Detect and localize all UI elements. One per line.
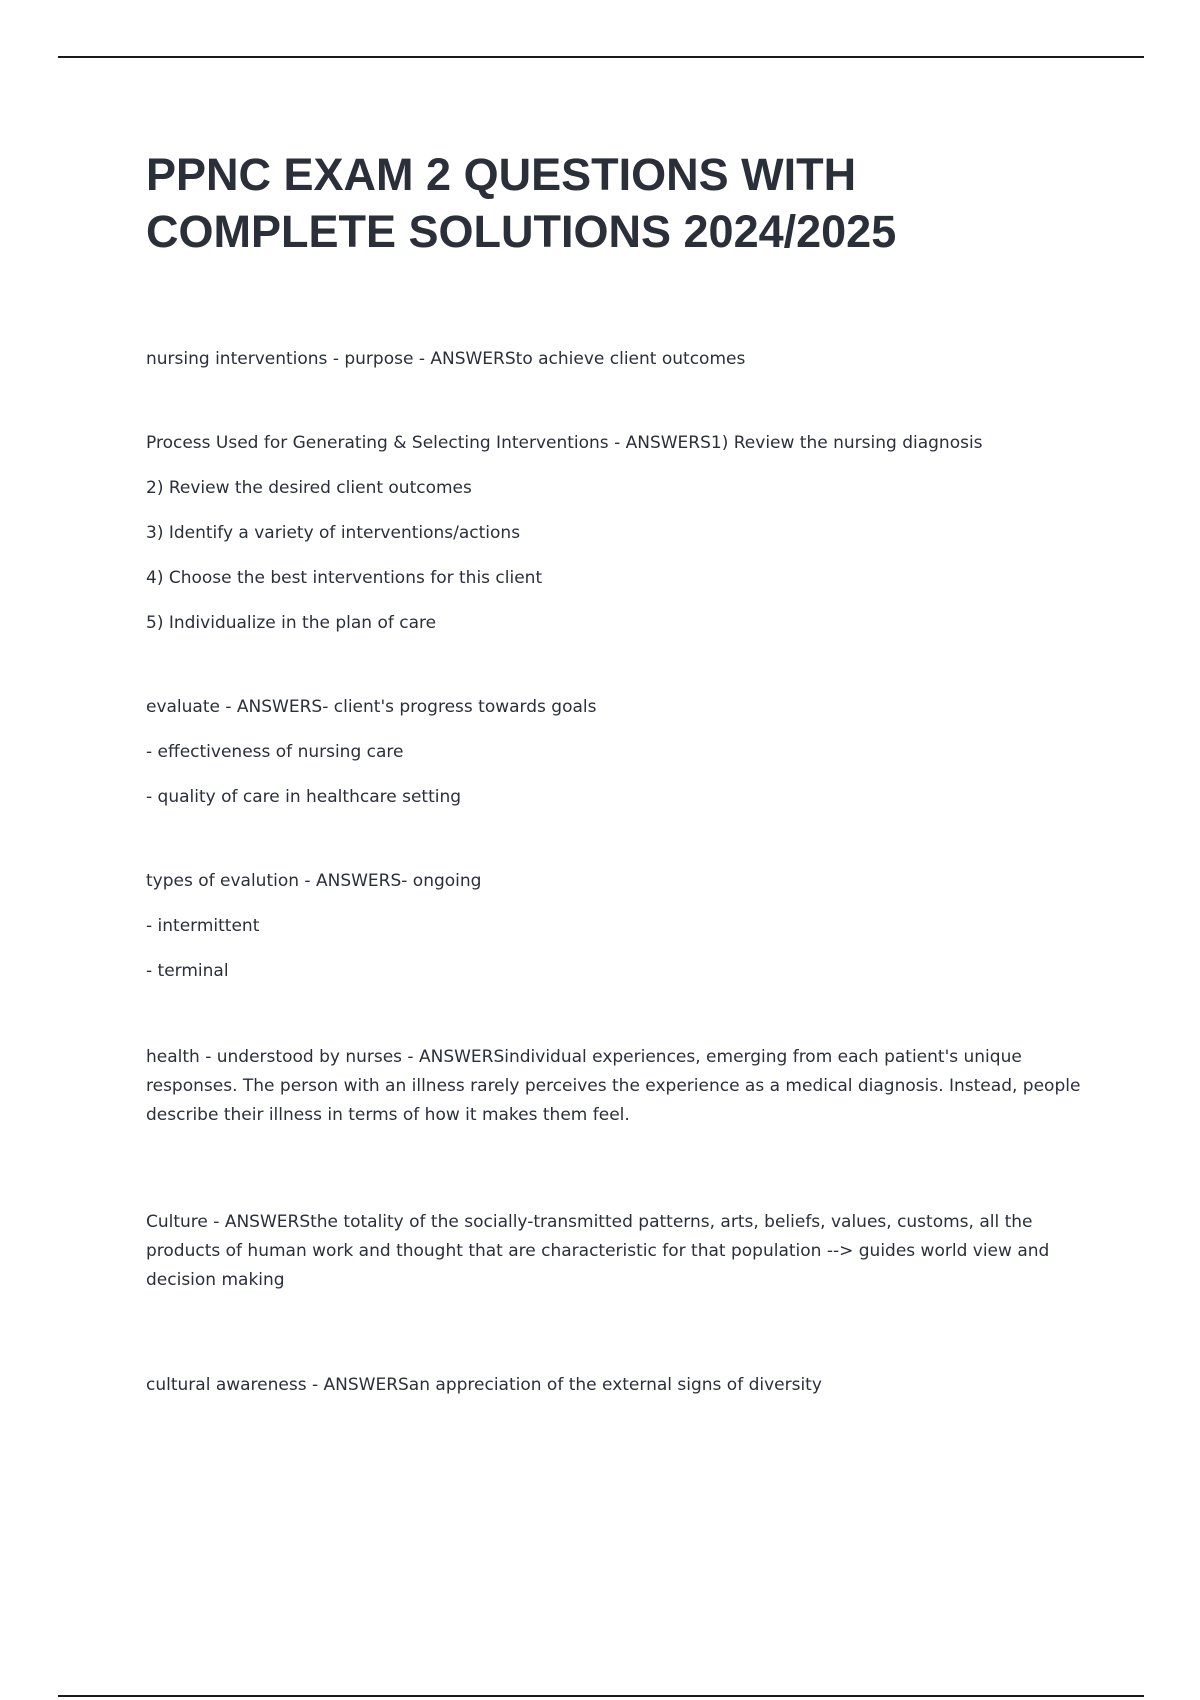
qa-entry: [146, 869, 1086, 983]
bottom-divider: [58, 1695, 1144, 1697]
qa-entry: [146, 431, 1086, 635]
qa-line: 2) Review the desired client outcomes: [146, 478, 472, 498]
qa-line: - terminal: [146, 961, 229, 981]
qa-line: - effectiveness of nursing care: [146, 742, 404, 762]
qa-paragraph: health - understood by nurses - ANSWERSindividual experiences, emerging from each patient's unique responses. The person with an illness rarely perceives the experience as a medical diagnosis. Instead, people describe their illness in terms of how it makes them feel.: [146, 1047, 1081, 1125]
document-title: PPNC EXAM 2 QUESTIONS WITH COMPLETE SOLUTIONS 2024/2025: [146, 149, 897, 257]
qa-line: - quality of care in healthcare setting: [146, 787, 462, 807]
qa-entry: [146, 1373, 1086, 1397]
qa-line: nursing interventions - purpose - ANSWERSto achieve client outcomes: [146, 349, 746, 369]
qa-entry: [146, 1043, 1086, 1130]
top-divider: [58, 56, 1144, 58]
qa-entry: [146, 347, 1086, 371]
qa-line: 4) Choose the best interventions for this client: [146, 568, 543, 588]
qa-line: evaluate - ANSWERS- client's progress towards goals: [146, 697, 597, 717]
qa-line: cultural awareness - ANSWERSan appreciation of the external signs of diversity: [146, 1375, 822, 1395]
qa-line: - intermittent: [146, 916, 260, 936]
qa-line: types of evalution - ANSWERS- ongoing: [146, 871, 482, 891]
qa-paragraph: Culture - ANSWERSthe totality of the socially-transmitted patterns, arts, beliefs, values, customs, all the products of human work and thought that are characteristic for that population --> guides world view and decision making: [146, 1212, 1050, 1290]
qa-entry: [146, 695, 1086, 809]
document-body: [146, 347, 1086, 1457]
qa-line: Process Used for Generating & Selecting Interventions - ANSWERS1) Review the nursing diagnosis: [146, 433, 983, 453]
qa-line: 5) Individualize in the plan of care: [146, 613, 437, 633]
qa-entry: [146, 1208, 1086, 1295]
qa-line: 3) Identify a variety of interventions/actions: [146, 523, 521, 543]
